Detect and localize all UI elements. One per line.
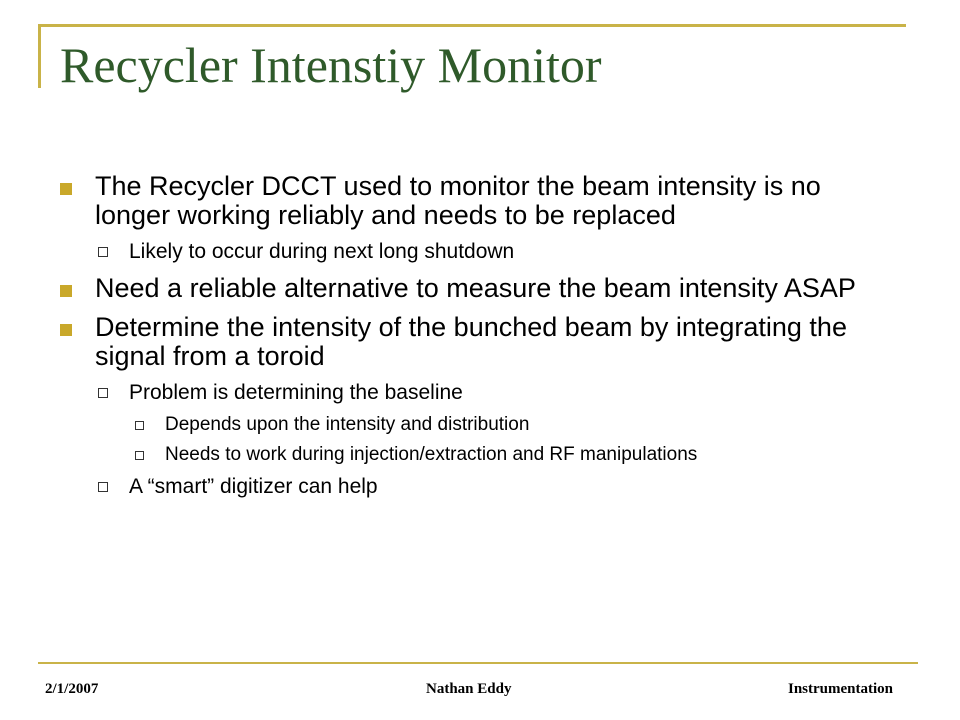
- bullet-list: [60, 172, 860, 509]
- bullet-text: Problem is determining the baseline: [129, 381, 463, 404]
- sub-bullet-item: [60, 475, 860, 499]
- bullet-text: Depends upon the intensity and distribution: [165, 414, 530, 435]
- bottom-rule: [38, 662, 918, 664]
- hollow-square-bullet-icon: [98, 482, 108, 492]
- sub-bullet-item: [60, 240, 860, 264]
- sub-bullet-item: [60, 381, 860, 405]
- bullet-text: Likely to occur during next long shutdown: [129, 240, 515, 263]
- hollow-square-bullet-icon: [135, 421, 144, 430]
- left-rule: [38, 24, 41, 88]
- footer-topic: Instrumentation: [788, 681, 894, 697]
- footer-date: 2/1/2007: [45, 681, 99, 697]
- square-bullet-icon: [60, 183, 72, 195]
- slide-title: Recycler Intenstiy Monitor: [60, 37, 602, 93]
- bullet-text: Needs to work during injection/extraction and RF manipulations: [165, 444, 698, 465]
- bullet-text: The Recycler DCCT used to monitor the beam intensity is no longer working reliably and needs to be replaced: [95, 171, 821, 230]
- sub-sub-bullet-item: [60, 415, 860, 435]
- square-bullet-icon: [60, 324, 72, 336]
- hollow-square-bullet-icon: [98, 247, 108, 257]
- hollow-square-bullet-icon: [135, 451, 144, 460]
- square-bullet-icon: [60, 285, 72, 297]
- bullet-text: Determine the intensity of the bunched beam by integrating the signal from a toroid: [95, 312, 847, 371]
- top-rule: [38, 24, 906, 27]
- bullet-item: [60, 172, 860, 230]
- bullet-text: A “smart” digitizer can help: [129, 475, 378, 498]
- sub-sub-bullet-item: [60, 445, 860, 465]
- bullet-item: [60, 274, 860, 303]
- hollow-square-bullet-icon: [98, 388, 108, 398]
- footer-author: Nathan Eddy: [426, 681, 512, 697]
- bullet-item: [60, 313, 860, 371]
- bullet-text: Need a reliable alternative to measure the beam intensity ASAP: [95, 273, 856, 303]
